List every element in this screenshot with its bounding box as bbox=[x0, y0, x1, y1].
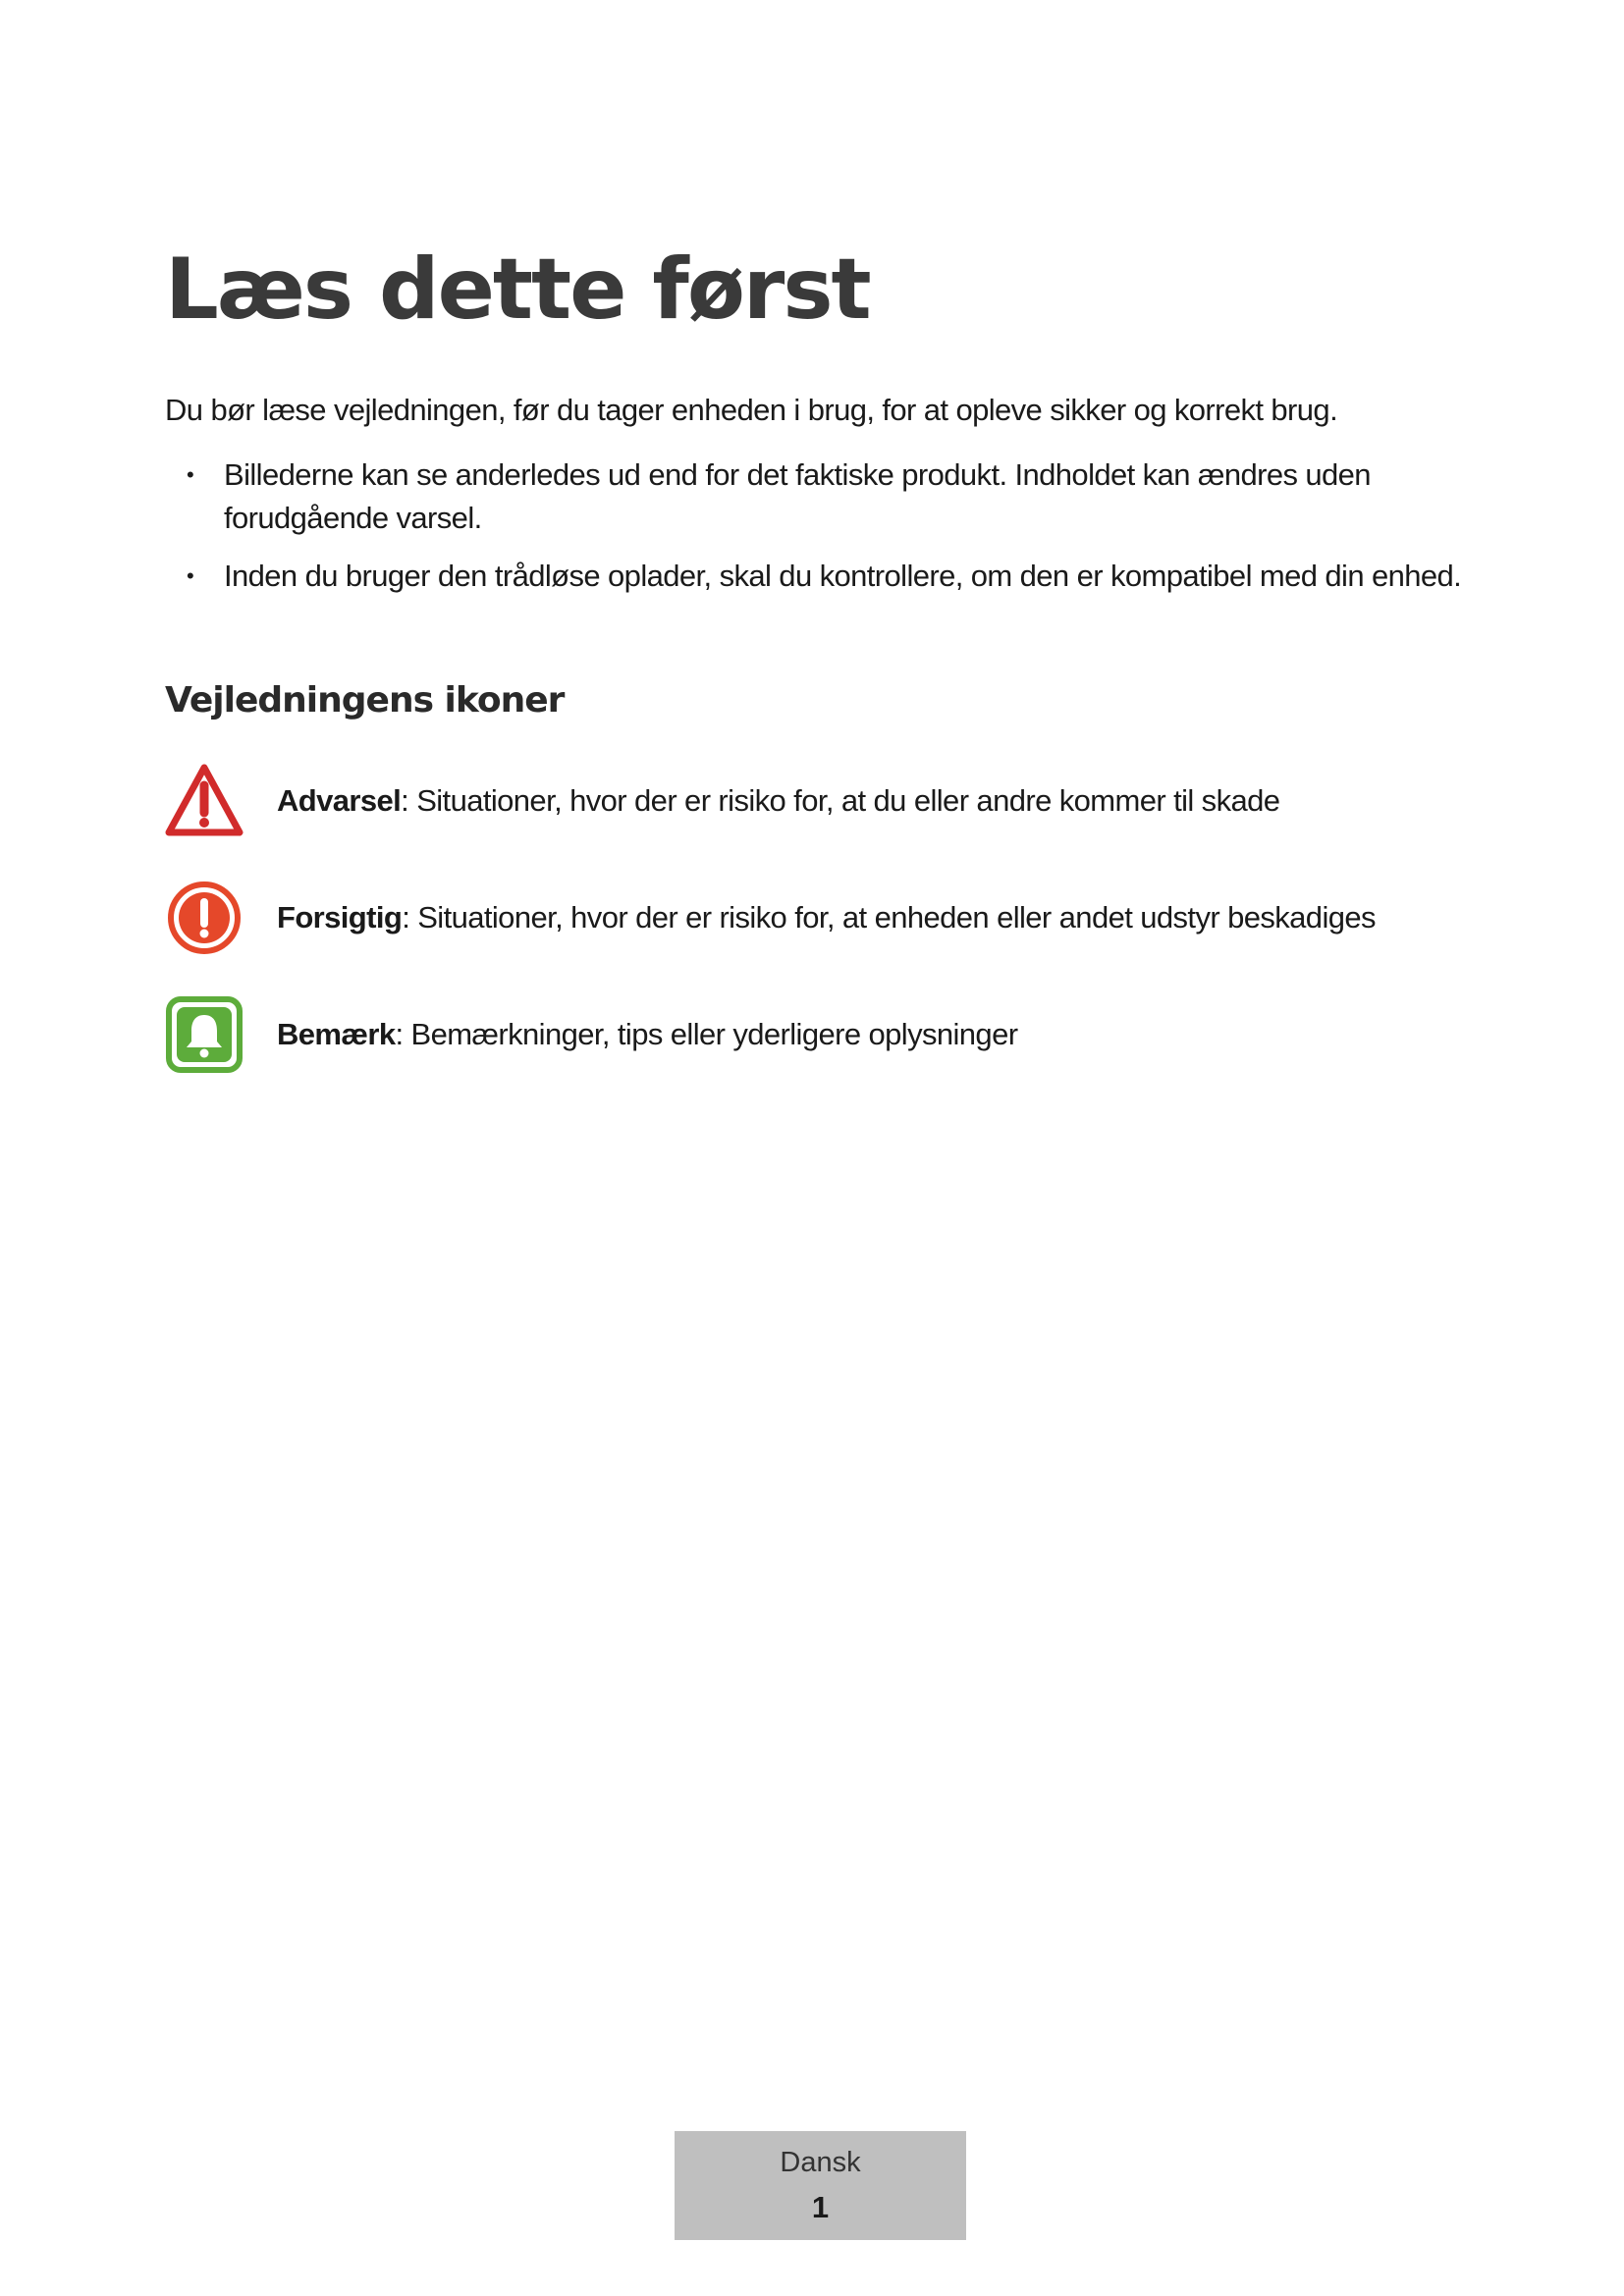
icon-label: Bemærk bbox=[277, 1017, 396, 1051]
bullet-dot: • bbox=[187, 563, 194, 588]
icon-text: : Situationer, hvor der er risiko for, at du eller andre kommer til skade bbox=[401, 783, 1280, 818]
bullet-list bbox=[165, 454, 1471, 613]
footer-language: Dansk bbox=[780, 2147, 861, 2178]
bullet-item bbox=[165, 454, 1471, 540]
icon-row-caution bbox=[165, 879, 1471, 957]
icon-text: : Bemærkninger, tips eller yderligere oplysninger bbox=[395, 1017, 1018, 1051]
bullet-item bbox=[165, 555, 1471, 598]
icon-description bbox=[277, 779, 1279, 823]
note-bell-icon bbox=[165, 995, 244, 1074]
icon-label: Advarsel bbox=[277, 783, 402, 818]
bullet-dot: • bbox=[187, 462, 194, 487]
icon-description bbox=[277, 1013, 1017, 1056]
icon-description bbox=[277, 896, 1376, 939]
section-title: Vejledningens ikoner bbox=[165, 680, 565, 721]
icon-row-warning bbox=[165, 762, 1471, 840]
page-footer bbox=[675, 2131, 966, 2240]
bullet-text: Inden du bruger den trådløse oplader, skal du kontrollere, om den er kompatibel med din enhed. bbox=[224, 559, 1462, 593]
icon-label: Forsigtig bbox=[277, 900, 403, 934]
bullet-text: Billederne kan se anderledes ud end for det faktiske produkt. Indholdet kan ændres uden forudgående varsel. bbox=[224, 457, 1371, 535]
page-title: Læs dette først bbox=[165, 240, 870, 339]
icon-row-note bbox=[165, 995, 1471, 1074]
intro-paragraph: Du bør læse vejledningen, før du tager enheden i brug, for at opleve sikker og korrekt brug. bbox=[165, 393, 1338, 427]
page-number: 1 bbox=[811, 2190, 830, 2224]
icon-text: : Situationer, hvor der er risiko for, at enheden eller andet udstyr beskadiges bbox=[402, 900, 1376, 934]
warning-triangle-icon bbox=[165, 762, 244, 840]
caution-circle-icon bbox=[165, 879, 244, 957]
